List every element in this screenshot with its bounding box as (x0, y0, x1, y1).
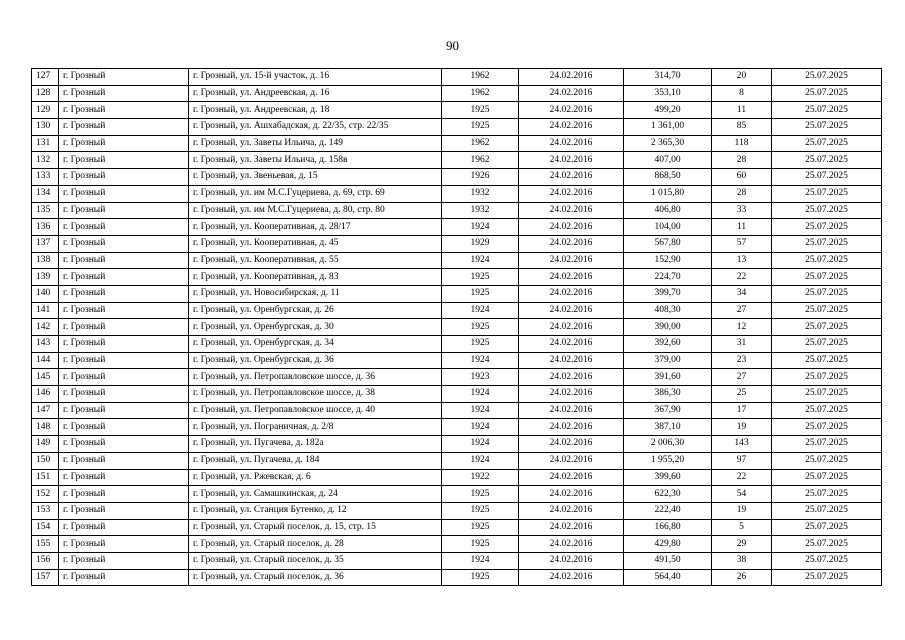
area-cell: 868,50 (624, 169, 712, 186)
units-cell: 22 (712, 269, 772, 286)
deadline-cell: 25.07.2025 (772, 85, 882, 102)
area-cell: 386,30 (624, 386, 712, 403)
date-cell: 24.02.2016 (519, 252, 624, 269)
table-row (32, 102, 882, 119)
city-cell: г. Грозный (59, 102, 189, 119)
address-cell: г. Грозный, ул. Новосибирская, д. 11 (189, 285, 442, 302)
row-number: 137 (32, 235, 59, 252)
area-cell: 224,70 (624, 269, 712, 286)
area-cell: 222,40 (624, 502, 712, 519)
area-cell: 391,60 (624, 369, 712, 386)
table-row (32, 219, 882, 236)
area-cell: 399,70 (624, 285, 712, 302)
address-cell: г. Грозный, ул. Кооперативная, д. 83 (189, 269, 442, 286)
row-number: 141 (32, 302, 59, 319)
city-cell: г. Грозный (59, 285, 189, 302)
table-row (32, 169, 882, 186)
deadline-cell: 25.07.2025 (772, 235, 882, 252)
units-cell: 85 (712, 119, 772, 136)
units-cell: 60 (712, 169, 772, 186)
deadline-cell: 25.07.2025 (772, 402, 882, 419)
units-cell: 8 (712, 85, 772, 102)
row-number: 154 (32, 519, 59, 536)
row-number: 145 (32, 369, 59, 386)
build-year-cell: 1924 (442, 552, 519, 569)
address-cell: г. Грозный, ул. им М.С.Гуцериева, д. 80, стр. 80 (189, 202, 442, 219)
date-cell: 24.02.2016 (519, 119, 624, 136)
row-number: 146 (32, 386, 59, 403)
units-cell: 19 (712, 502, 772, 519)
date-cell: 24.02.2016 (519, 302, 624, 319)
address-cell: г. Грозный, ул. Ашхабадская, д. 22/35, стр. 22/35 (189, 119, 442, 136)
city-cell: г. Грозный (59, 569, 189, 586)
table-row (32, 502, 882, 519)
units-cell: 31 (712, 336, 772, 353)
row-number: 152 (32, 486, 59, 503)
city-cell: г. Грозный (59, 502, 189, 519)
city-cell: г. Грозный (59, 419, 189, 436)
table-row (32, 85, 882, 102)
city-cell: г. Грозный (59, 185, 189, 202)
date-cell: 24.02.2016 (519, 569, 624, 586)
deadline-cell: 25.07.2025 (772, 219, 882, 236)
table-row (32, 152, 882, 169)
date-cell: 24.02.2016 (519, 536, 624, 553)
address-cell: г. Грозный, ул. Андреевская, д. 18 (189, 102, 442, 119)
table-row (32, 69, 882, 86)
deadline-cell: 25.07.2025 (772, 502, 882, 519)
row-number: 129 (32, 102, 59, 119)
city-cell: г. Грозный (59, 519, 189, 536)
build-year-cell: 1925 (442, 502, 519, 519)
area-cell: 408,30 (624, 302, 712, 319)
address-cell: г. Грозный, ул. Звеньевая, д. 15 (189, 169, 442, 186)
address-cell: г. Грозный, ул. Пугачева, д. 182а (189, 436, 442, 453)
units-cell: 33 (712, 202, 772, 219)
units-cell: 26 (712, 569, 772, 586)
date-cell: 24.02.2016 (519, 285, 624, 302)
build-year-cell: 1925 (442, 119, 519, 136)
area-cell: 104,00 (624, 219, 712, 236)
row-number: 142 (32, 319, 59, 336)
city-cell: г. Грозный (59, 119, 189, 136)
units-cell: 34 (712, 285, 772, 302)
build-year-cell: 1962 (442, 69, 519, 86)
address-cell: г. Грозный, ул. им М.С.Гуцериева, д. 69, стр. 69 (189, 185, 442, 202)
date-cell: 24.02.2016 (519, 202, 624, 219)
deadline-cell: 25.07.2025 (772, 119, 882, 136)
date-cell: 24.02.2016 (519, 419, 624, 436)
date-cell: 24.02.2016 (519, 269, 624, 286)
area-cell: 622,30 (624, 486, 712, 503)
address-cell: г. Грозный, ул. Заветы Ильича, д. 149 (189, 135, 442, 152)
area-cell: 314,70 (624, 69, 712, 86)
city-cell: г. Грозный (59, 352, 189, 369)
build-year-cell: 1923 (442, 369, 519, 386)
date-cell: 24.02.2016 (519, 185, 624, 202)
row-number: 136 (32, 219, 59, 236)
city-cell: г. Грозный (59, 319, 189, 336)
row-number: 135 (32, 202, 59, 219)
units-cell: 29 (712, 536, 772, 553)
city-cell: г. Грозный (59, 235, 189, 252)
build-year-cell: 1924 (442, 302, 519, 319)
build-year-cell: 1932 (442, 202, 519, 219)
deadline-cell: 25.07.2025 (772, 252, 882, 269)
deadline-cell: 25.07.2025 (772, 169, 882, 186)
city-cell: г. Грозный (59, 219, 189, 236)
address-cell: г. Грозный, ул. Оренбургская, д. 26 (189, 302, 442, 319)
row-number: 150 (32, 452, 59, 469)
address-cell: г. Грозный, ул. Самашкинская, д. 24 (189, 486, 442, 503)
table-row (32, 185, 882, 202)
area-cell: 166,80 (624, 519, 712, 536)
address-cell: г. Грозный, ул. Петропавловское шоссе, д. 36 (189, 369, 442, 386)
table-row (32, 536, 882, 553)
row-number: 149 (32, 436, 59, 453)
area-cell: 367,90 (624, 402, 712, 419)
address-cell: г. Грозный, ул. Оренбургская, д. 30 (189, 319, 442, 336)
build-year-cell: 1962 (442, 152, 519, 169)
row-number: 153 (32, 502, 59, 519)
deadline-cell: 25.07.2025 (772, 285, 882, 302)
build-year-cell: 1924 (442, 419, 519, 436)
units-cell: 143 (712, 436, 772, 453)
build-year-cell: 1962 (442, 85, 519, 102)
area-cell: 406,80 (624, 202, 712, 219)
build-year-cell: 1925 (442, 536, 519, 553)
row-number: 138 (32, 252, 59, 269)
city-cell: г. Грозный (59, 552, 189, 569)
date-cell: 24.02.2016 (519, 452, 624, 469)
build-year-cell: 1929 (442, 235, 519, 252)
area-cell: 390,00 (624, 319, 712, 336)
row-number: 127 (32, 69, 59, 86)
units-cell: 20 (712, 69, 772, 86)
city-cell: г. Грозный (59, 402, 189, 419)
units-cell: 54 (712, 486, 772, 503)
deadline-cell: 25.07.2025 (772, 352, 882, 369)
area-cell: 1 955,20 (624, 452, 712, 469)
address-cell: г. Грозный, ул. Оренбургская, д. 36 (189, 352, 442, 369)
deadline-cell: 25.07.2025 (772, 152, 882, 169)
build-year-cell: 1925 (442, 486, 519, 503)
city-cell: г. Грозный (59, 486, 189, 503)
deadline-cell: 25.07.2025 (772, 436, 882, 453)
address-cell: г. Грозный, ул. Петропавловское шоссе, д. 38 (189, 386, 442, 403)
date-cell: 24.02.2016 (519, 369, 624, 386)
table-row (32, 436, 882, 453)
date-cell: 24.02.2016 (519, 519, 624, 536)
address-cell: г. Грозный, ул. Кооперативная, д. 45 (189, 235, 442, 252)
date-cell: 24.02.2016 (519, 352, 624, 369)
build-year-cell: 1925 (442, 285, 519, 302)
deadline-cell: 25.07.2025 (772, 386, 882, 403)
build-year-cell: 1925 (442, 336, 519, 353)
deadline-cell: 25.07.2025 (772, 302, 882, 319)
address-cell: г. Грозный, ул. Пограничная, д. 2/8 (189, 419, 442, 436)
city-cell: г. Грозный (59, 369, 189, 386)
build-year-cell: 1925 (442, 319, 519, 336)
address-cell: г. Грозный, ул. Андреевская, д. 16 (189, 85, 442, 102)
table-row (32, 135, 882, 152)
row-number: 140 (32, 285, 59, 302)
deadline-cell: 25.07.2025 (772, 202, 882, 219)
row-number: 148 (32, 419, 59, 436)
build-year-cell: 1926 (442, 169, 519, 186)
city-cell: г. Грозный (59, 85, 189, 102)
city-cell: г. Грозный (59, 436, 189, 453)
build-year-cell: 1932 (442, 185, 519, 202)
date-cell: 24.02.2016 (519, 436, 624, 453)
units-cell: 11 (712, 102, 772, 119)
date-cell: 24.02.2016 (519, 386, 624, 403)
units-cell: 57 (712, 235, 772, 252)
date-cell: 24.02.2016 (519, 152, 624, 169)
units-cell: 19 (712, 419, 772, 436)
area-cell: 399,60 (624, 469, 712, 486)
deadline-cell: 25.07.2025 (772, 102, 882, 119)
city-cell: г. Грозный (59, 169, 189, 186)
build-year-cell: 1924 (442, 219, 519, 236)
row-number: 132 (32, 152, 59, 169)
table-row (32, 269, 882, 286)
deadline-cell: 25.07.2025 (772, 319, 882, 336)
table-row (32, 452, 882, 469)
units-cell: 13 (712, 252, 772, 269)
date-cell: 24.02.2016 (519, 219, 624, 236)
table-row (32, 552, 882, 569)
date-cell: 24.02.2016 (519, 235, 624, 252)
build-year-cell: 1925 (442, 269, 519, 286)
deadline-cell: 25.07.2025 (772, 519, 882, 536)
deadline-cell: 25.07.2025 (772, 469, 882, 486)
area-cell: 564,40 (624, 569, 712, 586)
city-cell: г. Грозный (59, 152, 189, 169)
row-number: 139 (32, 269, 59, 286)
date-cell: 24.02.2016 (519, 102, 624, 119)
page-number: 90 (446, 38, 459, 53)
city-cell: г. Грозный (59, 302, 189, 319)
table-row (32, 302, 882, 319)
city-cell: г. Грозный (59, 252, 189, 269)
units-cell: 118 (712, 135, 772, 152)
table-row (32, 569, 882, 586)
address-cell: г. Грозный, ул. 15-й участок, д. 16 (189, 69, 442, 86)
area-cell: 392,60 (624, 336, 712, 353)
deadline-cell: 25.07.2025 (772, 336, 882, 353)
table-row (32, 235, 882, 252)
deadline-cell: 25.07.2025 (772, 185, 882, 202)
area-cell: 1 361,00 (624, 119, 712, 136)
build-year-cell: 1925 (442, 569, 519, 586)
address-cell: г. Грозный, ул. Кооперативная, д. 28/17 (189, 219, 442, 236)
city-cell: г. Грозный (59, 336, 189, 353)
address-cell: г. Грозный, ул. Старый поселок, д. 28 (189, 536, 442, 553)
table-row (32, 402, 882, 419)
area-cell: 1 015,80 (624, 185, 712, 202)
build-year-cell: 1962 (442, 135, 519, 152)
units-cell: 11 (712, 219, 772, 236)
row-number: 128 (32, 85, 59, 102)
units-cell: 25 (712, 386, 772, 403)
units-cell: 5 (712, 519, 772, 536)
date-cell: 24.02.2016 (519, 502, 624, 519)
row-number: 143 (32, 336, 59, 353)
row-number: 130 (32, 119, 59, 136)
area-cell: 387,10 (624, 419, 712, 436)
deadline-cell: 25.07.2025 (772, 369, 882, 386)
date-cell: 24.02.2016 (519, 486, 624, 503)
table-row (32, 469, 882, 486)
deadline-cell: 25.07.2025 (772, 269, 882, 286)
date-cell: 24.02.2016 (519, 85, 624, 102)
city-cell: г. Грозный (59, 269, 189, 286)
units-cell: 27 (712, 369, 772, 386)
deadline-cell: 25.07.2025 (772, 69, 882, 86)
units-cell: 22 (712, 469, 772, 486)
units-cell: 23 (712, 352, 772, 369)
table-row (32, 119, 882, 136)
build-year-cell: 1924 (442, 352, 519, 369)
date-cell: 24.02.2016 (519, 336, 624, 353)
deadline-cell: 25.07.2025 (772, 486, 882, 503)
area-cell: 379,00 (624, 352, 712, 369)
units-cell: 38 (712, 552, 772, 569)
city-cell: г. Грозный (59, 69, 189, 86)
area-cell: 2 006,30 (624, 436, 712, 453)
deadline-cell: 25.07.2025 (772, 552, 882, 569)
deadline-cell: 25.07.2025 (772, 536, 882, 553)
table-body (32, 69, 882, 586)
row-number: 131 (32, 135, 59, 152)
table-row (32, 252, 882, 269)
table-row (32, 369, 882, 386)
address-cell: г. Грозный, ул. Ржевская, д. 6 (189, 469, 442, 486)
deadline-cell: 25.07.2025 (772, 135, 882, 152)
units-cell: 17 (712, 402, 772, 419)
row-number: 144 (32, 352, 59, 369)
build-year-cell: 1924 (442, 436, 519, 453)
deadline-cell: 25.07.2025 (772, 419, 882, 436)
units-cell: 12 (712, 319, 772, 336)
address-cell: г. Грозный, ул. Петропавловское шоссе, д. 40 (189, 402, 442, 419)
table-row (32, 419, 882, 436)
address-cell: г. Грозный, ул. Кооперативная, д. 55 (189, 252, 442, 269)
build-year-cell: 1925 (442, 519, 519, 536)
row-number: 157 (32, 569, 59, 586)
city-cell: г. Грозный (59, 202, 189, 219)
area-cell: 567,80 (624, 235, 712, 252)
city-cell: г. Грозный (59, 386, 189, 403)
area-cell: 152,90 (624, 252, 712, 269)
area-cell: 353,10 (624, 85, 712, 102)
build-year-cell: 1922 (442, 469, 519, 486)
address-cell: г. Грозный, ул. Старый поселок, д. 35 (189, 552, 442, 569)
area-cell: 491,50 (624, 552, 712, 569)
date-cell: 24.02.2016 (519, 69, 624, 86)
area-cell: 407,00 (624, 152, 712, 169)
address-cell: г. Грозный, ул. Станция Бутенко, д. 12 (189, 502, 442, 519)
city-cell: г. Грозный (59, 469, 189, 486)
row-number: 155 (32, 536, 59, 553)
build-year-cell: 1924 (442, 402, 519, 419)
row-number: 147 (32, 402, 59, 419)
units-cell: 28 (712, 152, 772, 169)
address-cell: г. Грозный, ул. Старый поселок, д. 15, стр. 15 (189, 519, 442, 536)
address-cell: г. Грозный, ул. Пугачева, д. 184 (189, 452, 442, 469)
deadline-cell: 25.07.2025 (772, 569, 882, 586)
area-cell: 499,20 (624, 102, 712, 119)
date-cell: 24.02.2016 (519, 135, 624, 152)
address-cell: г. Грозный, ул. Оренбургская, д. 34 (189, 336, 442, 353)
area-cell: 2 365,30 (624, 135, 712, 152)
units-cell: 27 (712, 302, 772, 319)
build-year-cell: 1925 (442, 102, 519, 119)
city-cell: г. Грозный (59, 452, 189, 469)
table-row (32, 352, 882, 369)
table-row (32, 486, 882, 503)
row-number: 151 (32, 469, 59, 486)
table-row (32, 386, 882, 403)
build-year-cell: 1924 (442, 252, 519, 269)
city-cell: г. Грозный (59, 135, 189, 152)
date-cell: 24.02.2016 (519, 319, 624, 336)
row-number: 156 (32, 552, 59, 569)
date-cell: 24.02.2016 (519, 402, 624, 419)
row-number: 133 (32, 169, 59, 186)
housing-registry-table (31, 68, 882, 586)
address-cell: г. Грозный, ул. Заветы Ильича, д. 158в (189, 152, 442, 169)
build-year-cell: 1924 (442, 452, 519, 469)
units-cell: 28 (712, 185, 772, 202)
table-row (32, 336, 882, 353)
city-cell: г. Грозный (59, 536, 189, 553)
row-number: 134 (32, 185, 59, 202)
area-cell: 429,80 (624, 536, 712, 553)
deadline-cell: 25.07.2025 (772, 452, 882, 469)
table-row (32, 319, 882, 336)
table-row (32, 202, 882, 219)
date-cell: 24.02.2016 (519, 169, 624, 186)
build-year-cell: 1924 (442, 386, 519, 403)
date-cell: 24.02.2016 (519, 552, 624, 569)
units-cell: 97 (712, 452, 772, 469)
date-cell: 24.02.2016 (519, 469, 624, 486)
table-row (32, 285, 882, 302)
address-cell: г. Грозный, ул. Старый поселок, д. 36 (189, 569, 442, 586)
table-row (32, 519, 882, 536)
